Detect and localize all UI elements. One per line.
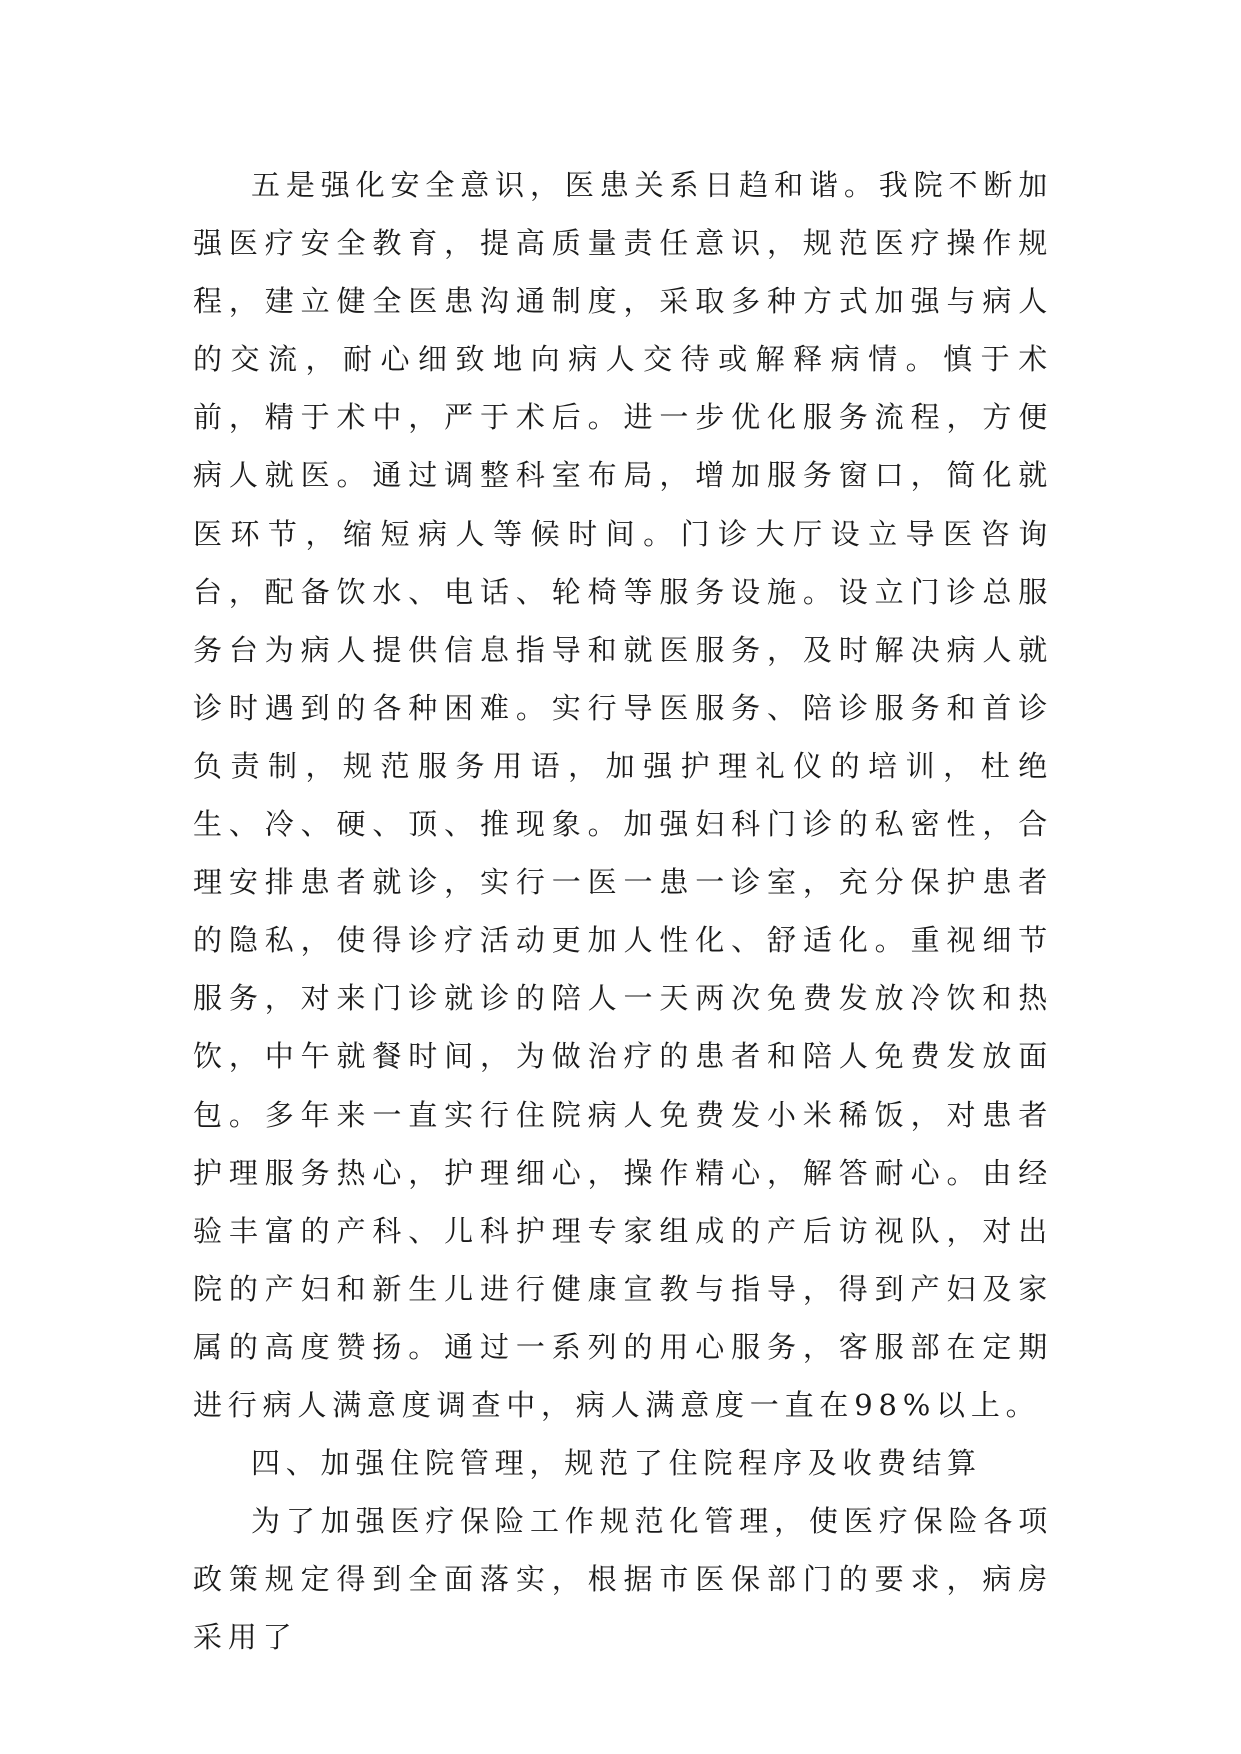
document-body bbox=[193, 156, 1053, 1666]
paragraph-patient-relations: 五是强化安全意识，医患关系日趋和谐。我院不断加强医疗安全教育，提高质量责任意识，规范医疗操作规程，建立健全医患沟通制度，采取多种方式加强与病人的交流，耐心细致地向病人交待或解释病情。慎于术前，精于术中，严于术后。进一步优化服务流程，方便病人就医。通过调整科室布局，增加服务窗口，简化就医环节，缩短病人等候时间。门诊大厅设立导医咨询台，配备饮水、电话、轮椅等服务设施。设立门诊总服务台为病人提供信息指导和就医服务，及时解决病人就诊时遇到的各种困难。实行导医服务、陪诊服务和首诊负责制，规范服务用语，加强护理礼仪的培训，杜绝生、冷、硬、顶、推现象。加强妇科门诊的私密性，合理安排患者就诊，实行一医一患一诊室，充分保护患者的隐私，使得诊疗活动更加人性化、舒适化。重视细节服务，对来门诊就诊的陪人一天两次免费发放冷饮和热饮，中午就餐时间，为做治疗的患者和陪人免费发放面包。多年来一直实行住院病人免费发小米稀饭，对患者护理服务热心，护理细心，操作精心，解答耐心。由经验丰富的产科、儿科护理专家组成的产后访视队，对出院的产妇和新生儿进行健康宣教与指导，得到产妇及家属的高度赞扬。通过一系列的用心服务，客服部在定期进行病人满意度调查中，病人满意度一直在98%以上。 bbox=[193, 168, 1053, 1422]
section-heading-inpatient-management: 四、加强住院管理，规范了住院程序及收费结算 bbox=[251, 1446, 982, 1481]
paragraph-medical-insurance: 为了加强医疗保险工作规范化管理，使医疗保险各项政策规定得到全面落实，根据市医保部门的要求，病房采用了 bbox=[193, 1504, 1053, 1655]
